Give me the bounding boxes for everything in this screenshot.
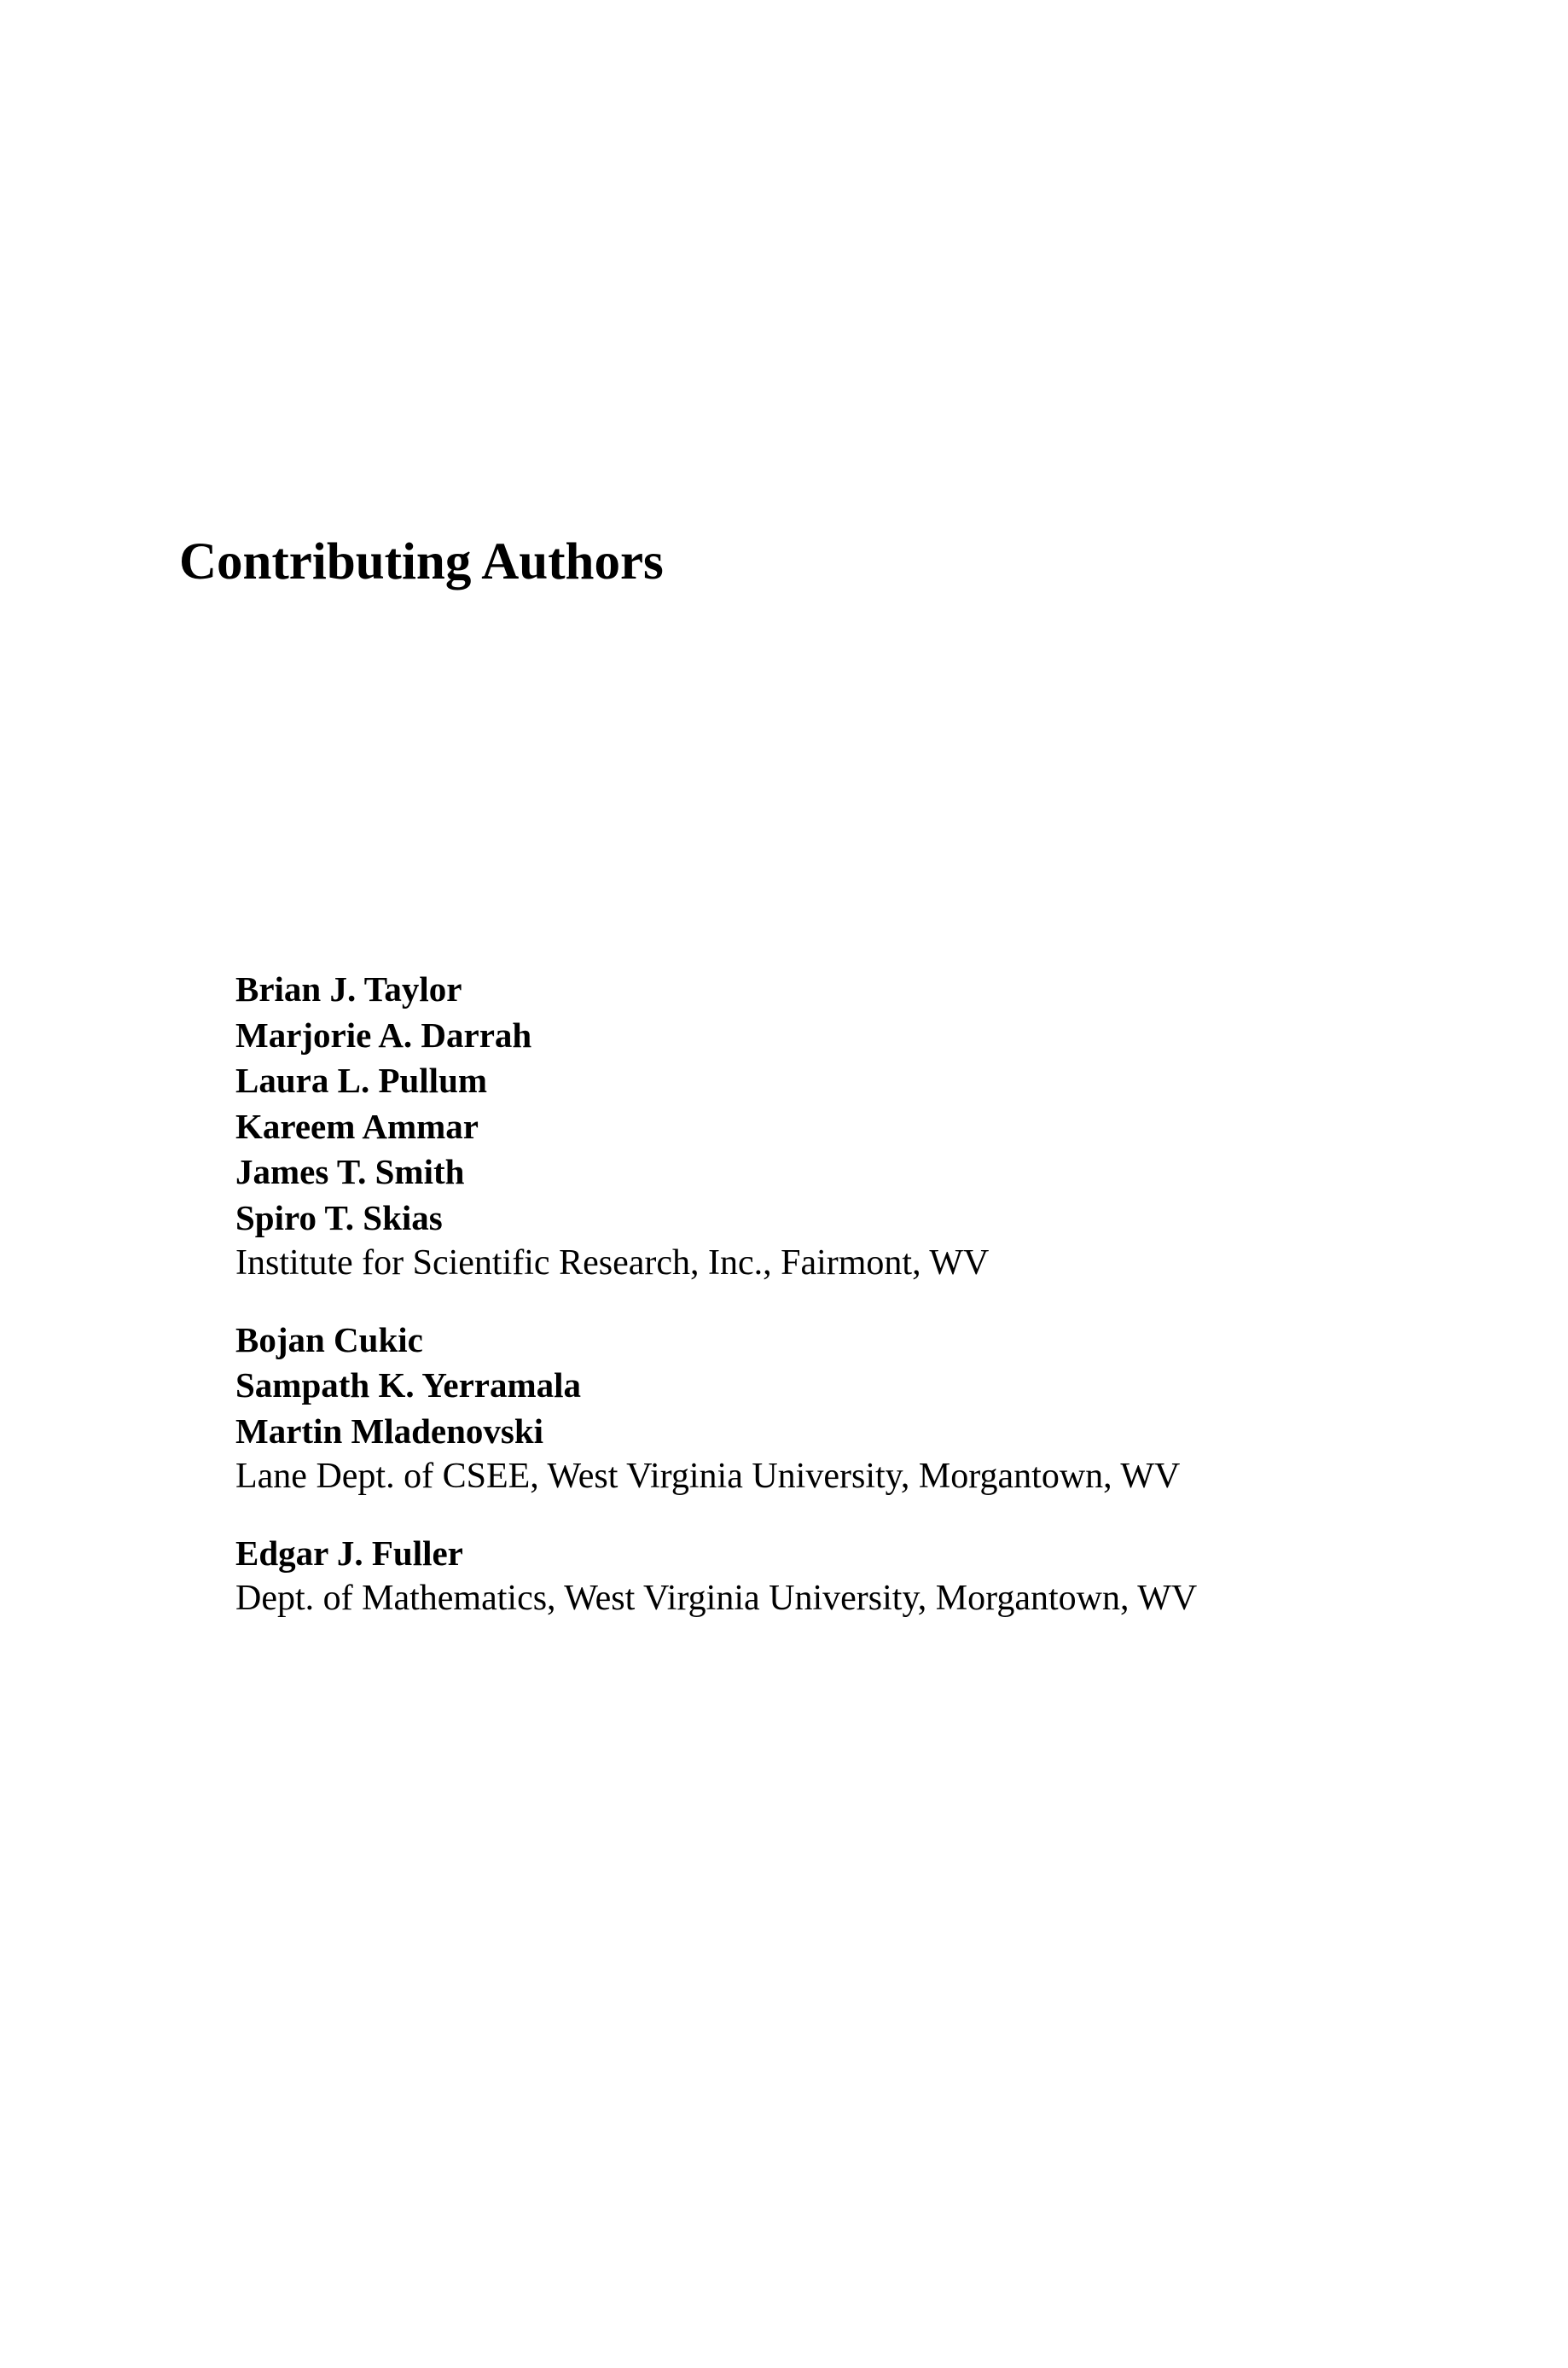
author-name: Kareem Ammar [235,1106,479,1146]
author-group-mathematics [235,1531,1515,1622]
author-name: James T. Smith [235,1152,465,1191]
author-affiliation: Dept. of Mathematics, West Virginia University, Morgantown, WV [235,1579,1198,1618]
author-affiliation: Institute for Scientific Research, Inc., Fairmont, WV [235,1243,990,1283]
author-group-isr [235,967,1515,1287]
author-name: Martin Mladenovski [235,1411,544,1451]
author-name: Sampath K. Yerramala [235,1365,582,1405]
author-affiliation: Lane Dept. of CSEE, West Virginia University, Morgantown, WV [235,1457,1181,1496]
author-name: Bojan Cukic [235,1319,423,1359]
author-name: Brian J. Taylor [235,969,462,1009]
author-name: Edgar J. Fuller [235,1533,463,1573]
author-name: Spiro T. Skias [235,1197,443,1237]
author-name: Marjorie A. Darrah [235,1015,532,1055]
author-group-csee [235,1318,1515,1500]
author-name: Laura L. Pullum [235,1061,488,1100]
author-list [235,967,1515,1653]
page-title: Contributing Authors [179,533,664,591]
